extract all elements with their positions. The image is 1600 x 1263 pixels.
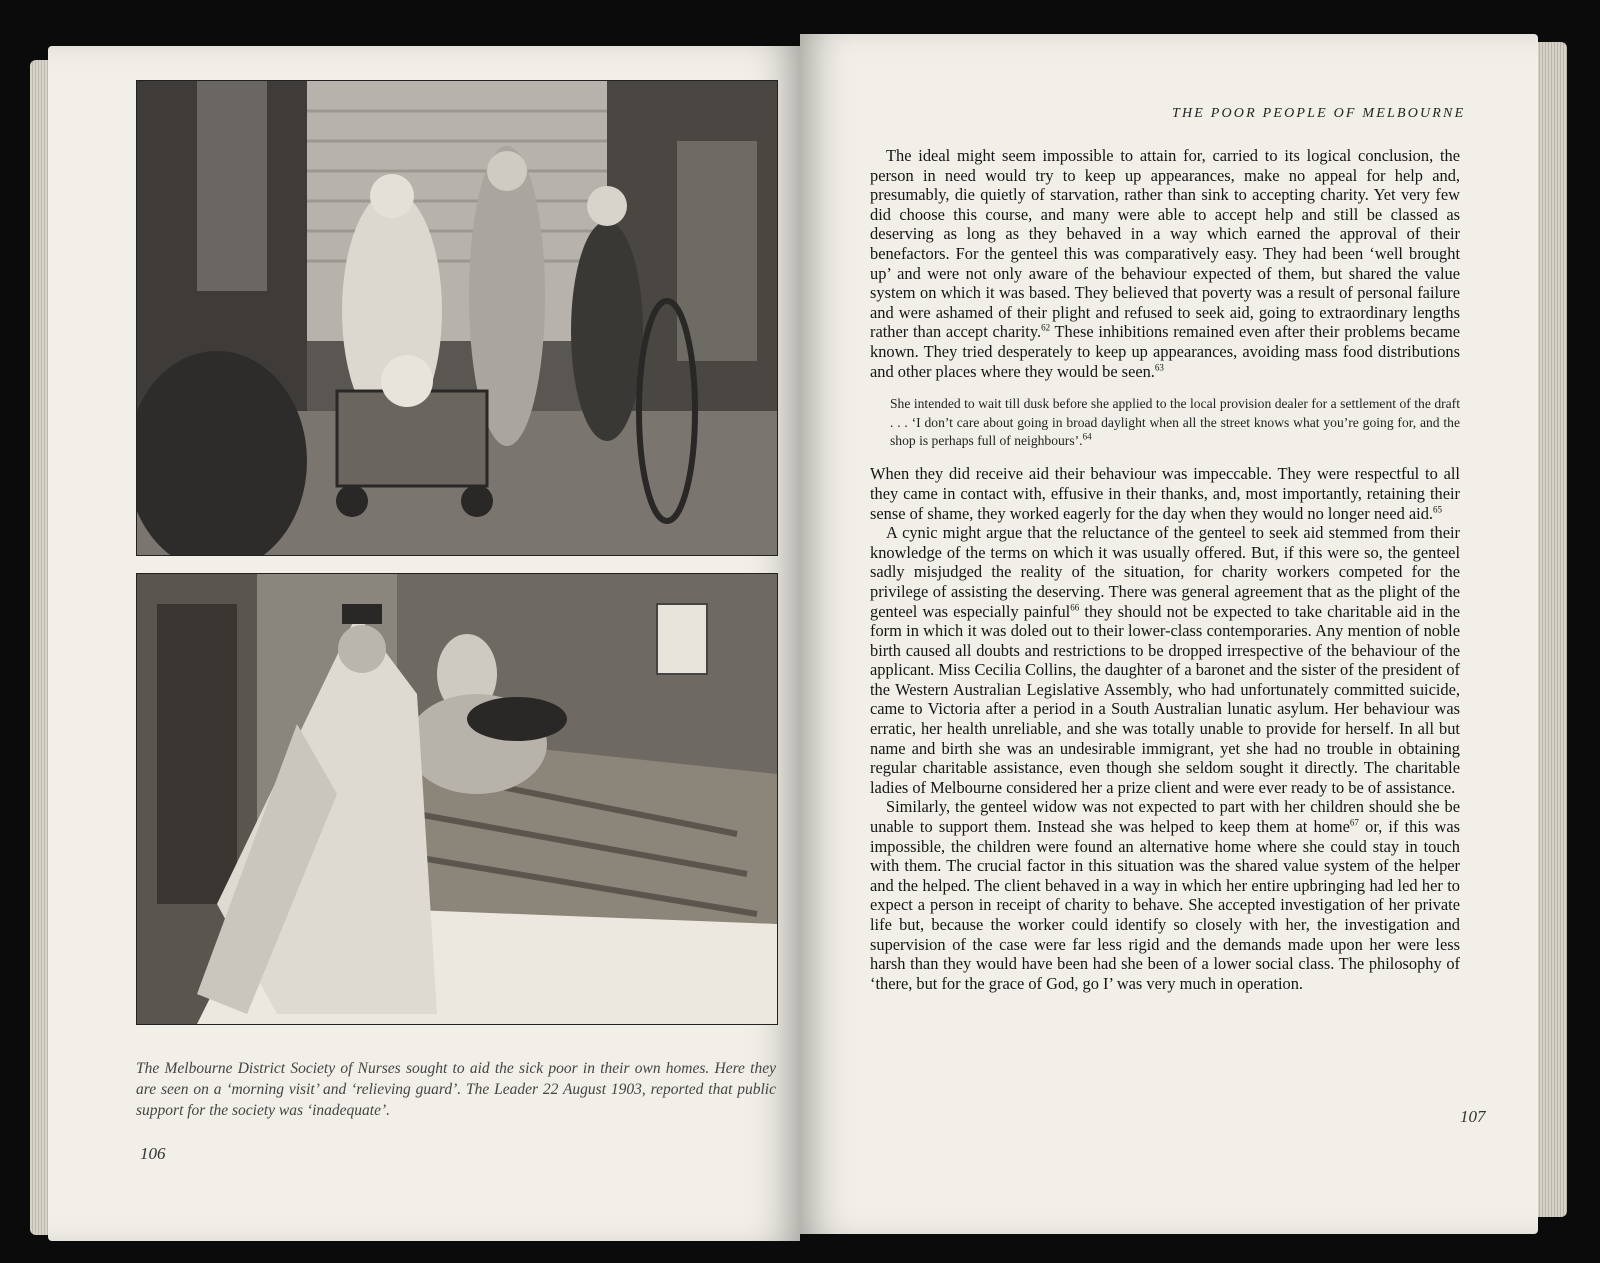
left-page bbox=[48, 46, 800, 1241]
running-head: THE POOR PEOPLE OF MELBOURNE bbox=[1172, 106, 1466, 121]
footnote-ref: 67 bbox=[1349, 817, 1359, 828]
body-text bbox=[870, 146, 1460, 993]
photo-caption: The Melbourne District Society of Nurses sought to aid the sick poor in their own homes. Here they are seen on a ‘morning visit’ and ‘relieving guard’. The Leader 22 August 1903, reported that public support for the society was ‘inadequate’. bbox=[136, 1059, 776, 1119]
block-quote: She intended to wait till dusk before she applied to the local provision dealer for a settlement of the draft . . . ‘I don’t care about going in broad daylight when all the street knows what you’re going for, and the shop is perhaps full of neighbours’.$^{64}$ bbox=[890, 396, 1460, 448]
right-page bbox=[800, 34, 1538, 1234]
footnote-ref: 64 bbox=[1082, 431, 1092, 442]
paragraph: Similarly, the genteel widow was not expected to part with her children should she be unable to support them. Instead she was helped to keep them at home$^{67}$ or, if this was impossible, the children were found an alternative home where she could stay in touch with them. The crucial factor in this situation was the shared value system of the helper and the helped. The client behaved in a way in which her entire upbringing had led her to expect a person in receipt of charity to behave. She accepted investigation of her private life but, because the worker could identify so closely with her, the investigation and supervision of the case were far less rigid and the demands made upon her were less harsh than they would have been had she been of a lower social class. The philosophy of ‘there, but for the grace of God, go I’ was very much in operation. bbox=[870, 797, 1460, 993]
page-number-right: 107 bbox=[1460, 1107, 1486, 1126]
page-number-left: 106 bbox=[140, 1144, 166, 1163]
photograph-children-with-nurse bbox=[136, 80, 778, 556]
footnote-ref: 65 bbox=[1433, 504, 1443, 515]
footnote-ref: 62 bbox=[1041, 322, 1051, 333]
footnote-ref: 63 bbox=[1154, 362, 1164, 373]
footnote-ref: 66 bbox=[1070, 602, 1080, 613]
paragraph: The ideal might seem impossible to attain for, carried to its logical conclusion, the person in need would try to keep up appearances, make no appeal for help and, presumably, die quietly of starvation, rather than sink to accepting charity. Yet very few did choose this course, and many were able to accept help and still be classed as deserving as long as they behaved in a way which earned the approval of their benefactors. For the genteel this was comparatively easy. They had been ‘well brought up’ and were not only aware of the behaviour expected of them, but shared the value system on which it was based. They believed that poverty was a result of personal failure and were ashamed of their plight and refused to seek aid, going to extraordinary lengths rather than accept charity.$^{62}$ These inhibitions remained even after their problems became known. They tried desperately to keep up appearances, avoiding mass food distributions and other places where they would be seen.$^{63}$ bbox=[870, 146, 1460, 381]
paragraph: A cynic might argue that the reluctance of the genteel to seek aid stemmed from their knowledge of the terms on which it was usually offered. But, if this were so, the genteel sadly misjudged the reality of the situation, for charity workers competed for the privilege of assisting the deserving. There was general agreement that as the plight of the genteel was especially painful$^{66}$ they should not be expected to take charitable aid in the form in which it was doled out to their lower-class contemporaries. Any mention of noble birth caused all doubts and restrictions to be dropped irrespective of the behaviour of the applicant. Miss Cecilia Collins, the daughter of a baronet and the sister of the president of the Western Australian Legislative Assembly, who had unfortunately committed suicide, came to Victoria after a period in a South Australian lunatic asylum. Her behaviour was erratic, her health unreliable, and she was totally unable to provide for herself. In all but name and birth she was an undesirable immigrant, yet she had no trouble in obtaining regular charitable assistance, even though she seldom sought it directly. The charitable ladies of Melbourne considered her a prize client and were ever ready to be of assistance. bbox=[870, 523, 1460, 797]
paragraph: When they did receive aid their behaviour was impeccable. They were respectful to all they came in contact with, effusive in their thanks, and, most importantly, retaining their sense of shame, they worked eagerly for the day when they would no longer need aid.$^{65}$ bbox=[870, 464, 1460, 523]
photograph-nurse-visiting-patient bbox=[136, 573, 778, 1025]
